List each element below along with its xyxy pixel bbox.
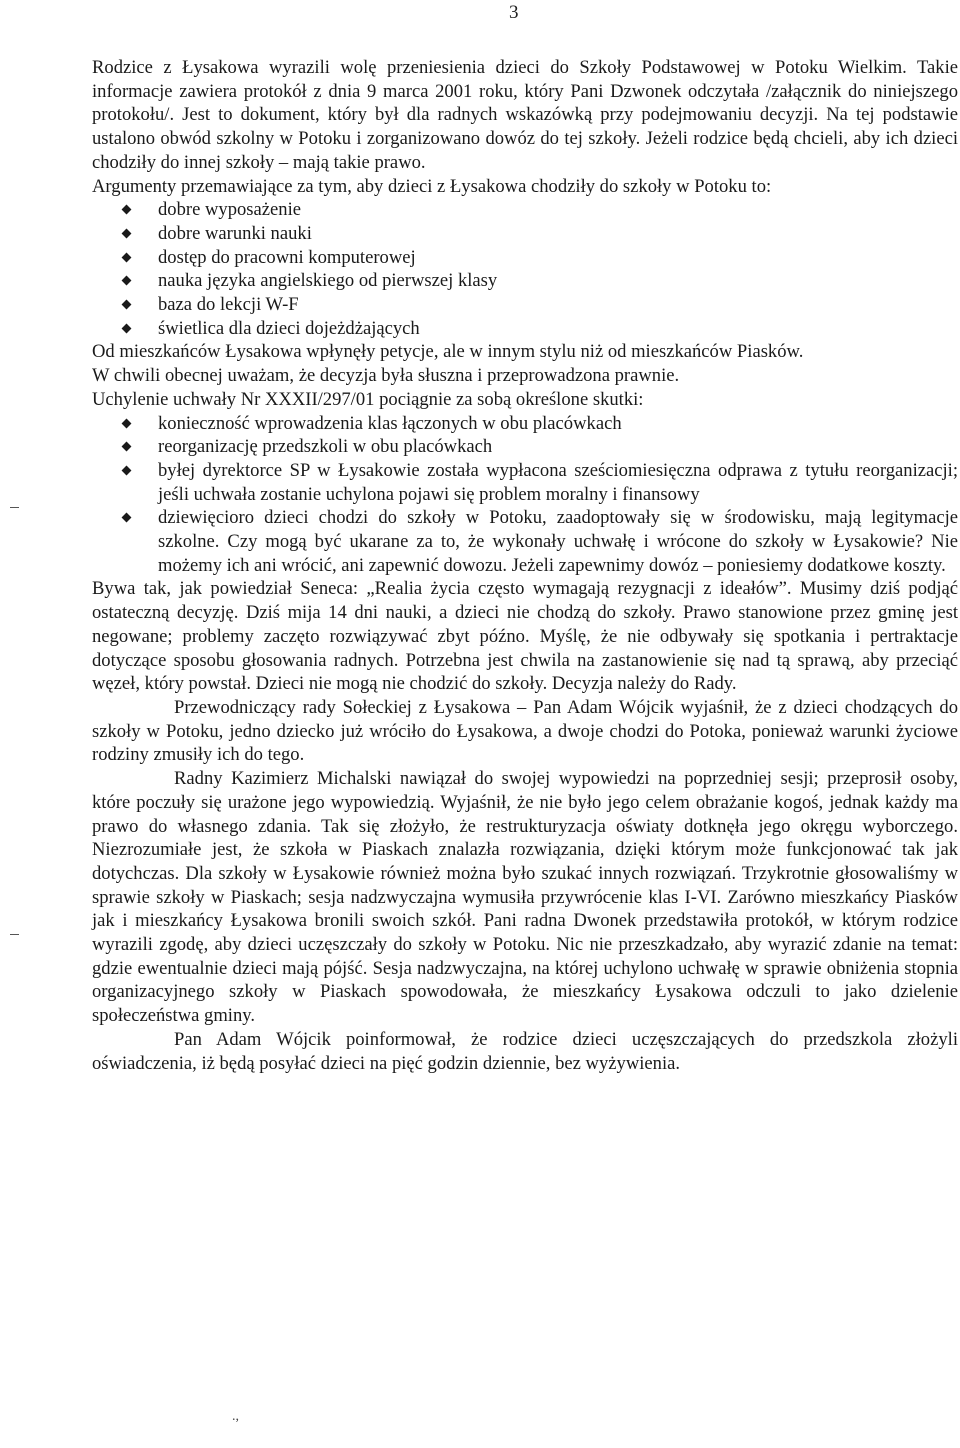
paragraph: Rodzice z Łysakowa wyrazili wolę przeniesienia dzieci do Szkoły Podstawowej w Potoku Wielkim. Takie informacje zawiera protokół z dnia 9 marca 2001 roku, który Pani Dzwonek odczytała /załącznik do niniejszego protokołu/. Jest to dokument, który był dla radnych wskazówką przy podejmowaniu decyzji. Na tej podstawie ustalono obwód szkolny w Potoku i zorganizowano dowóz do tej szkoły. Jeżeli rodzice będą chcieli, aby ich dzieci chodziły do innej szkoły – mają takie prawo.	[92, 57, 958, 173]
list-item: świetlica dla dzieci dojeżdżających	[120, 317, 958, 341]
paragraph: Bywa tak, jak powiedział Seneca: „Realia życia często wymagają rezygnacji z ideałów”. Musimy dziś podjąć ostateczną decyzję. Dziś mija 14 dni nauki, a dzieci nie chodzą do szkoły. Prawo stanowione przez gminę jest negowane; problemy zaczęto rozwiązywać zbyt późno. Myślę, że nie odbywały się spotkania i pertraktacje dotyczące sposobu głosowania radnych. Potrzebna jest chwila na zastanowienie się nad tą sprawą, aby przeciąć węzeł, który powstał. Dzieci nie mogą nie chodzić do szkoły. Decyzja należy do Rady.	[92, 578, 958, 695]
arguments-list	[92, 198, 958, 340]
paragraph: Pan Adam Wójcik poinformował, że rodzice dzieci uczęszczających do przedszkola złożyli oświadczenia, iż będą posyłać dzieci na pięć godzin dziennie, bez wyżywienia.	[92, 1028, 958, 1074]
paragraph: Przewodniczący rady Sołeckiej z Łysakowa – Pan Adam Wójcik wyjaśnił, że z dzieci chodzących do szkoły w Potoku, jedno dziecko już wróciło do Łysakowa, a dwoje chodzi do Potoka, ponieważ warunki życiowe rodziny zmusiły ich do tego.	[92, 696, 958, 766]
list-item: konieczność wprowadzenia klas łączonych w obu placówkach	[120, 412, 958, 436]
margin-mark	[10, 507, 19, 508]
list-item: byłej dyrektorce SP w Łysakowie została wypłacona sześciomiesięczna odprawa z tytułu reorganizacji; jeśli uchwała zostanie uchylona pojawi się problem moralny i finansowy	[120, 459, 958, 506]
paragraph: Od mieszkańców Łysakowa wpłynęły petycje, ale w innym stylu niż od mieszkańców Piasków.	[92, 341, 804, 363]
page-number: 3	[509, 2, 519, 23]
paragraph: Radny Kazimierz Michalski nawiązał do swojej wypowiedzi na poprzedniej sesji; przeprosił osoby, które poczuły się urażone jego wypowiedzią. Wyjaśnił, że nie było jego celem obrażanie kogoś, jednak każdy ma prawo do własnego zdania. Tak się złożyło, że restrukturyzacja oświaty dotknęła jego okręgu wyborczego. Niezrozumiałe jest, że szkoła w Piaskach znalazła rozwiązania, dzięki którym może funkcjonować tak jak dotychczas. Dla szkoły w Łysakowie również można było szukać innych rozwiązań. Trzykrotnie głosowaliśmy w sprawie szkoły w Piaskach; sesja nadzwyczajna wymusiła przywrócenie klas I-VI. Zarówno mieszkańcy Piasków jak i mieszkańcy Łysakowa bronili swoich szkół. Pani radna Dwonek przedstawiła protokół, w którym rodzice wyrazili zgodę, aby dzieci uczęszczały do szkoły w Potoku. Nic nie przeszkadzało, aby wyrazić zdanie na temat: gdzie ewentualnie dzieci mają pójść. Sesja nadzwyczajna, na której uchylono uchwałę w sprawie obniżenia stopnia organizacyjnego szkoły w Piaskach spowodowała, że mieszkańcy Łysakowa odczuli to jako dzielenie społeczeństwa gminy.	[92, 768, 958, 1027]
paragraph: Uchylenie uchwały Nr XXXII/297/01 pociągnie za sobą określone skutki:	[92, 388, 644, 410]
list-item: dobre warunki nauki	[120, 222, 958, 246]
document-body	[92, 56, 958, 1075]
paragraph: Argumenty przemawiające za tym, aby dzieci z Łysakowa chodziły do szkoły w Potoku to:	[92, 175, 772, 197]
list-item: baza do lekcji W-F	[120, 293, 958, 317]
list-item: nauka języka angielskiego od pierwszej klasy	[120, 269, 958, 293]
effects-list	[92, 412, 958, 578]
footer-mark: .,	[232, 1409, 239, 1424]
paragraph: W chwili obecnej uważam, że decyzja była słuszna i przeprowadzona prawnie.	[92, 365, 680, 387]
list-item: dziewięcioro dzieci chodzi do szkoły w Potoku, zaadoptowały się w środowisku, mają legitymacje szkolne. Czy mogą być ukarane za to, że wykonały uchwałę i wrócone do szkoły w Łysakowie? Nie możemy ich ani wrócić, ani zapewnić dowozu. Jeżeli zapewnimy dowóz – poniesiemy dodatkowe koszty.	[120, 506, 958, 577]
list-item: dobre wyposażenie	[120, 198, 958, 222]
list-item: dostęp do pracowni komputerowej	[120, 246, 958, 270]
list-item: reorganizację przedszkoli w obu placówkach	[120, 435, 958, 459]
margin-mark	[10, 934, 19, 935]
